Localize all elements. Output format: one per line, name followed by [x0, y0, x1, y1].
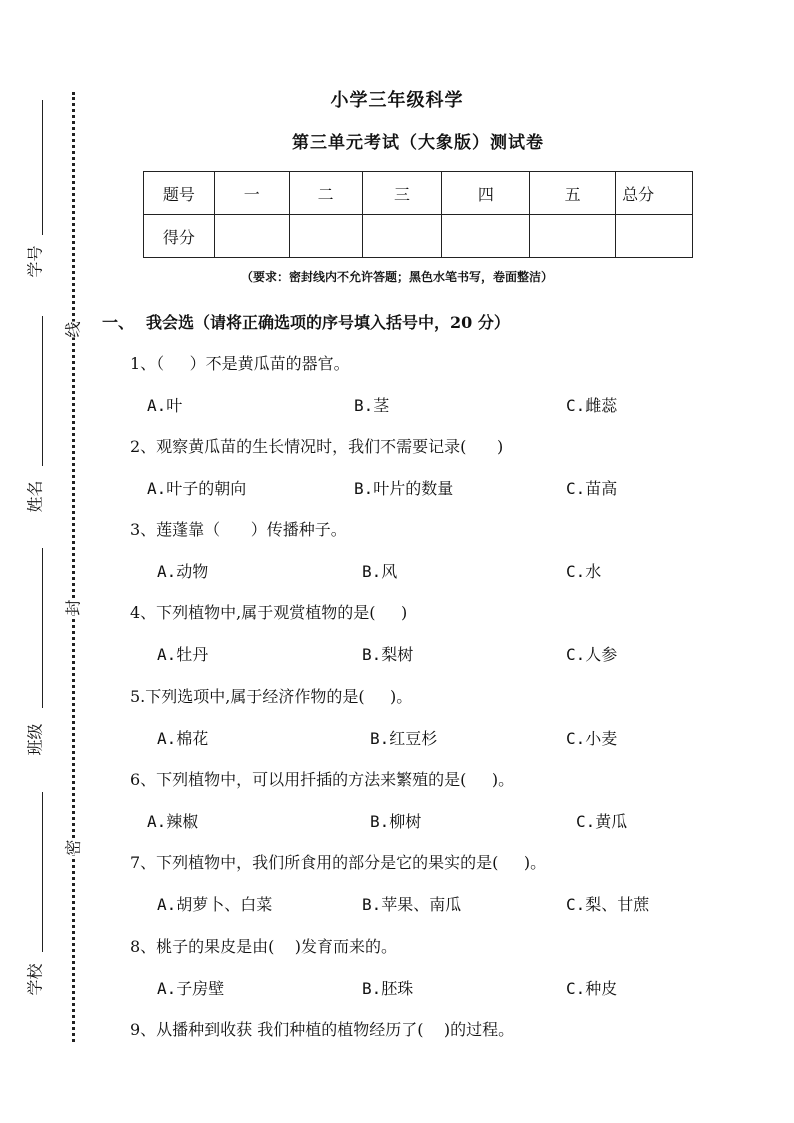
question-1-option-c: C.雌蕊 [566, 396, 618, 415]
question-3: 3、莲蓬靠（ ）传播种子。 [130, 520, 347, 539]
question-6: 6、下列植物中，可以用扦插的方法来繁殖的是( )。 [130, 770, 515, 789]
question-3-option-b: B.风 [362, 562, 398, 581]
question-9: 9、从播种到收获 我们种植的植物经历了( )的过程。 [130, 1020, 515, 1039]
score-header-cell: 一 [214, 172, 289, 215]
score-input-cell[interactable] [442, 215, 530, 258]
question-2-option-b: B.叶片的数量 [354, 479, 454, 498]
question-5-option-c: C.小麦 [566, 729, 618, 748]
score-input-cell[interactable] [289, 215, 362, 258]
question-6-option-b: B.柳树 [370, 812, 422, 831]
question-8-option-c: C.种皮 [566, 979, 618, 998]
name-line-name [42, 316, 43, 466]
section-title: 我会选（请将正确选项的序号填入括号中，20 分） [146, 313, 510, 332]
question-3-option-a: A.动物 [157, 562, 209, 581]
question-6-option-a: A.辣椒 [147, 812, 199, 831]
question-1: 1、（ ）不是黄瓜苗的器官。 [130, 354, 350, 373]
question-8-option-b: B.胚珠 [362, 979, 414, 998]
score-header-cell: 总分 [616, 172, 693, 215]
score-table [143, 171, 693, 258]
question-7-option-c: C.梨、甘蔗 [566, 895, 650, 914]
question-8-option-a: A.子房壁 [157, 979, 225, 998]
question-2-option-c: C.苗高 [566, 479, 618, 498]
question-8: 8、桃子的果皮是由( )发育而来的。 [130, 937, 398, 956]
question-7-option-b: B.苹果、南瓜 [362, 895, 462, 914]
question-4: 4、下列植物中,属于观赏植物的是( ) [130, 603, 408, 622]
question-4-option-c: C.人参 [566, 645, 618, 664]
seal-mark-line: 线 [61, 321, 84, 337]
question-4-option-a: A.牡丹 [157, 645, 209, 664]
score-header-cell: 四 [442, 172, 530, 215]
question-4-option-b: B.梨树 [362, 645, 414, 664]
section-heading [102, 310, 510, 333]
name-line-id [42, 100, 43, 235]
question-2-option-a: A.叶子的朝向 [147, 479, 247, 498]
name-line-class [42, 548, 43, 708]
field-label-class: 班级 [25, 723, 45, 756]
question-7: 7、下列植物中，我们所食用的部分是它的果实的是( )。 [130, 853, 547, 872]
score-input-cell[interactable] [214, 215, 289, 258]
score-header-cell: 二 [289, 172, 362, 215]
score-input-cell[interactable] [616, 215, 693, 258]
question-3-option-c: C.水 [566, 562, 602, 581]
seal-mark-secret: 密 [61, 839, 84, 855]
question-6-option-c: C.黄瓜 [576, 812, 628, 831]
question-5: 5.下列选项中,属于经济作物的是( )。 [130, 687, 413, 706]
question-5-option-a: A.棉花 [157, 729, 209, 748]
seal-dotted-line [72, 92, 75, 1042]
score-input-cell[interactable] [530, 215, 616, 258]
seal-mark-seal: 封 [61, 599, 84, 615]
score-input-cell[interactable] [362, 215, 442, 258]
score-header-cell: 五 [530, 172, 616, 215]
score-header-cell: 题号 [144, 172, 215, 215]
page-subtitle: 第三单元考试（大象版）测试卷 [292, 133, 544, 153]
field-label-school: 学校 [25, 963, 45, 996]
section-number: 一、 [102, 313, 135, 332]
question-7-option-a: A.胡萝卜、白菜 [157, 895, 273, 914]
name-line-school [42, 792, 43, 952]
field-label-name: 姓名 [25, 480, 45, 513]
score-table-score-row [144, 215, 693, 258]
field-label-id: 学号 [25, 245, 45, 278]
question-5-option-b: B.红豆杉 [370, 729, 438, 748]
requirement-note: （要求：密封线内不允许答题；黑色水笔书写，卷面整洁） [240, 270, 553, 284]
score-table-header-row [144, 172, 693, 215]
score-header-cell: 三 [362, 172, 442, 215]
page-title: 小学三年级科学 [330, 90, 464, 111]
question-1-option-b: B.茎 [354, 396, 390, 415]
question-2: 2、观察黄瓜苗的生长情况时，我们不需要记录( ) [130, 437, 504, 456]
question-1-option-a: A.叶 [147, 396, 183, 415]
score-row-label: 得分 [144, 215, 215, 258]
